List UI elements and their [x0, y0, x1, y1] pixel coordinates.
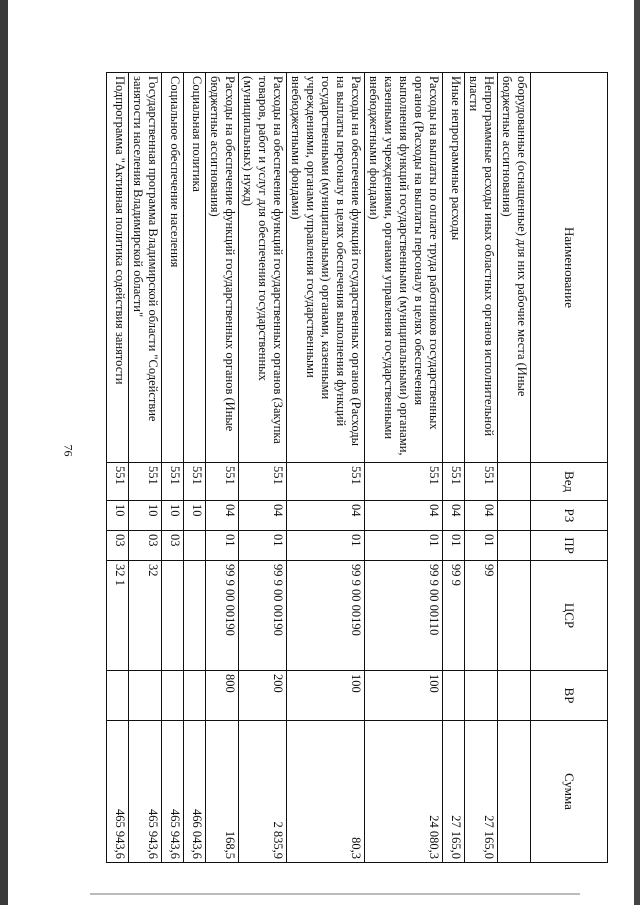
cell-csr: 32	[129, 561, 162, 671]
cell-ved: 551	[465, 463, 498, 501]
cell-ved: 551	[239, 463, 287, 501]
cell-rz: 04	[239, 501, 287, 531]
cell-name: Социальное обеспечение населения	[162, 73, 184, 463]
cell-ved: 551	[129, 463, 162, 501]
scan-edge-left	[0, 0, 8, 905]
cell-csr: 99 9 00 00190	[287, 561, 365, 671]
table-row	[498, 73, 531, 863]
cell-ved: 551	[365, 463, 443, 501]
header-ved: Вед	[531, 463, 608, 501]
table-row	[162, 73, 184, 863]
header-csr: ЦСР	[531, 561, 608, 671]
table-row	[129, 73, 162, 863]
cell-pr: 01	[443, 531, 465, 561]
cell-csr: 32 1	[107, 561, 129, 671]
cell-ved: 551	[443, 463, 465, 501]
table-row	[184, 73, 206, 863]
cell-name: Расходы на выплаты по оплате труда работников государственных органов (Расходы на выплаты персоналу в целях обеспечения выполнения функций государственными (муниципальными) органами, казенными учреждениями, органами управления государственными внебюджетными фондами)	[365, 73, 443, 463]
cell-name: оборудованные (оснащенные) для них рабочие места (Иные бюджетные ассигнования)	[498, 73, 531, 463]
cell-pr	[184, 531, 206, 561]
cell-vr	[498, 671, 531, 721]
cell-pr: 03	[129, 531, 162, 561]
cell-name: Иные непрограммные расходы	[443, 73, 465, 463]
cell-sum	[498, 721, 531, 863]
header-pr: ПР	[531, 531, 608, 561]
cell-sum: 466 043,6	[184, 721, 206, 863]
header-sum: Сумма	[531, 721, 608, 863]
scan-edge-right	[634, 0, 640, 905]
cell-pr: 01	[287, 531, 365, 561]
table-row	[239, 73, 287, 863]
table-header-row	[531, 73, 608, 863]
cell-pr: 01	[465, 531, 498, 561]
cell-sum: 465 943,6	[162, 721, 184, 863]
cell-csr: 99 9	[443, 561, 465, 671]
table-row	[206, 73, 239, 863]
cell-name: Расходы на обеспечение функций государственных органов (Закупка товаров, работ и услуг для обеспечения государственных (муниципальных) нужд)	[239, 73, 287, 463]
cell-vr	[443, 671, 465, 721]
cell-csr	[498, 561, 531, 671]
rotated-table-container	[112, 72, 608, 862]
cell-rz: 10	[162, 501, 184, 531]
cell-rz: 04	[365, 501, 443, 531]
cell-name: Подпрограмма "Активная политика содействия занятости	[107, 73, 129, 463]
cell-sum: 27 165,0	[443, 721, 465, 863]
cell-rz: 04	[443, 501, 465, 531]
cell-rz: 10	[129, 501, 162, 531]
cell-rz: 04	[465, 501, 498, 531]
table-row	[107, 73, 129, 863]
cell-vr: 100	[287, 671, 365, 721]
cell-pr: 01	[365, 531, 443, 561]
cell-csr: 99 9 00 00110	[365, 561, 443, 671]
cell-rz: 04	[206, 501, 239, 531]
cell-csr: 99 9 00 00190	[206, 561, 239, 671]
cell-sum: 465 943,6	[107, 721, 129, 863]
cell-vr: 200	[239, 671, 287, 721]
budget-table	[106, 72, 608, 863]
scan-edge-bottom	[90, 893, 580, 895]
header-vr: ВР	[531, 671, 608, 721]
cell-sum: 2 835,9	[239, 721, 287, 863]
header-name: Наименование	[531, 73, 608, 463]
cell-ved: 551	[162, 463, 184, 501]
cell-vr: 800	[206, 671, 239, 721]
cell-csr: 99	[465, 561, 498, 671]
cell-rz	[498, 501, 531, 531]
cell-ved: 551	[107, 463, 129, 501]
cell-sum: 27 165,0	[465, 721, 498, 863]
cell-name: Расходы на обеспечение функций государственных органов (Расходы на выплаты персоналу в целях обеспечения выполнения функций государственными (муниципальными) органами, казенными учреждениями, органами управления государственными внебюджетными фондами)	[287, 73, 365, 463]
cell-name: Непрограммные расходы иных областных органов исполнительной власти	[465, 73, 498, 463]
cell-rz: 10	[184, 501, 206, 531]
cell-vr	[162, 671, 184, 721]
cell-vr	[465, 671, 498, 721]
cell-ved: 551	[287, 463, 365, 501]
table-row	[443, 73, 465, 863]
page-number: 76	[61, 444, 76, 457]
cell-sum: 465 943,6	[129, 721, 162, 863]
cell-ved: 551	[206, 463, 239, 501]
cell-vr	[184, 671, 206, 721]
table-row	[287, 73, 365, 863]
cell-pr: 01	[239, 531, 287, 561]
cell-pr: 03	[107, 531, 129, 561]
cell-sum: 168,5	[206, 721, 239, 863]
cell-pr	[498, 531, 531, 561]
cell-csr	[162, 561, 184, 671]
cell-csr: 99 9 00 00190	[239, 561, 287, 671]
cell-rz: 10	[107, 501, 129, 531]
table-row	[365, 73, 443, 863]
cell-ved: 551	[184, 463, 206, 501]
cell-pr: 01	[206, 531, 239, 561]
cell-vr: 100	[365, 671, 443, 721]
header-rz: РЗ	[531, 501, 608, 531]
cell-vr	[129, 671, 162, 721]
cell-csr	[184, 561, 206, 671]
cell-pr: 03	[162, 531, 184, 561]
cell-sum: 24 080,3	[365, 721, 443, 863]
cell-name: Расходы на обеспечение функций государственных органов (Иные бюджетные ассигнования)	[206, 73, 239, 463]
cell-name: Государственная программа Владимирской области "Содействие занятости населения Владимирской области"	[129, 73, 162, 463]
cell-sum: 80,3	[287, 721, 365, 863]
cell-name: Социальная политика	[184, 73, 206, 463]
cell-ved	[498, 463, 531, 501]
table-row	[465, 73, 498, 863]
cell-vr	[107, 671, 129, 721]
cell-rz: 04	[287, 501, 365, 531]
